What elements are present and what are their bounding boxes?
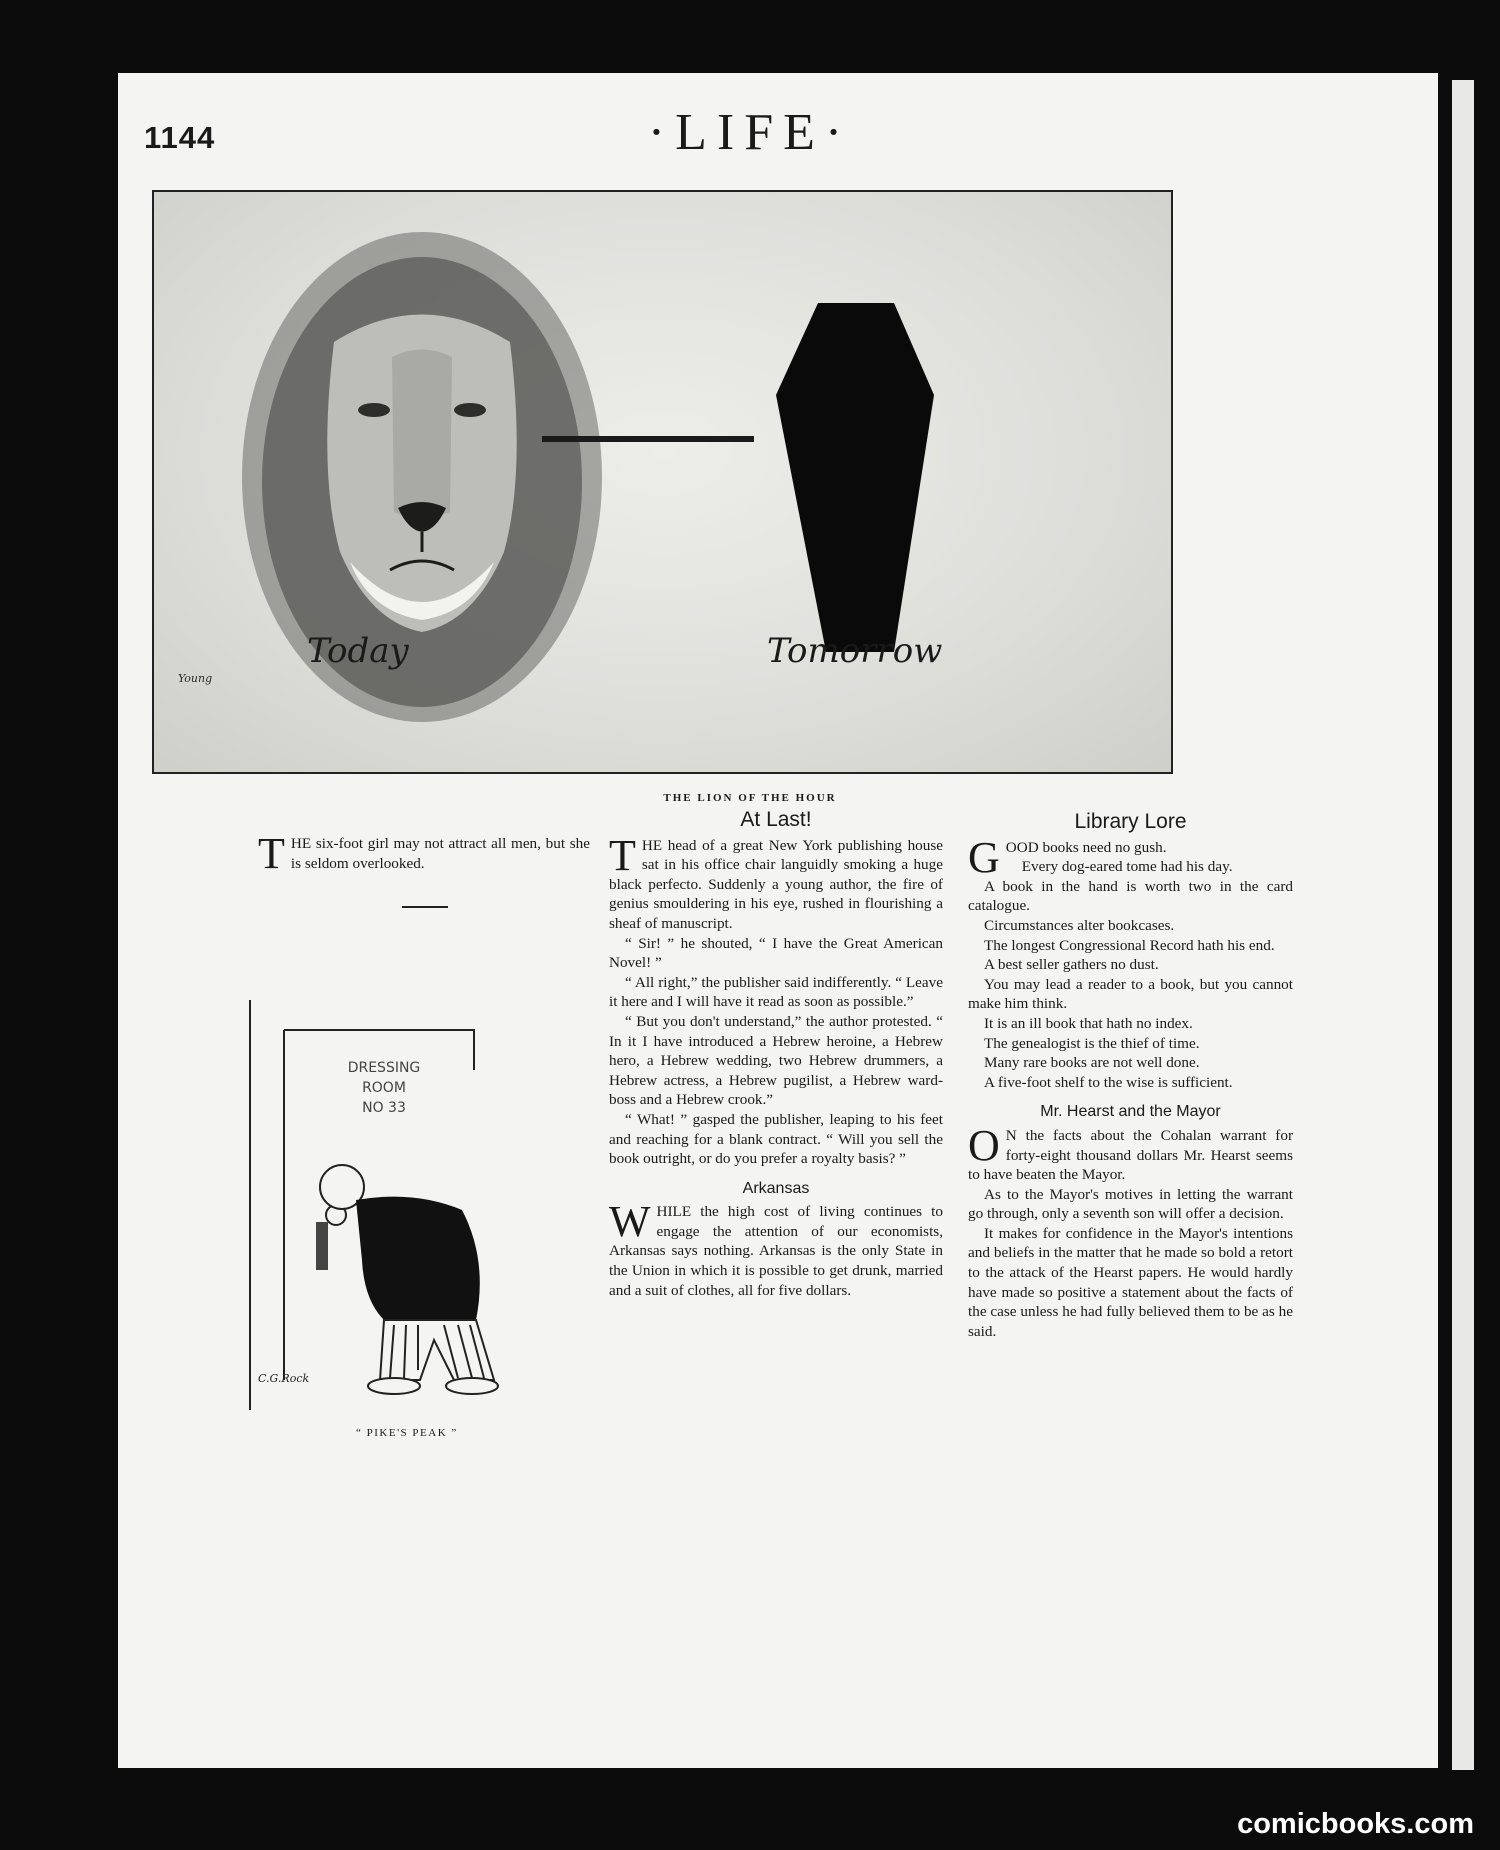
- library-lore-heading: Library Lore: [1074, 810, 1187, 833]
- column-1-squib: [258, 829, 590, 878]
- squib-text: HE six-foot girl may not attract all men, but she is seldom overlooked.: [290, 835, 590, 872]
- door-sign-line-1: DRESSING: [347, 1060, 421, 1076]
- paragraph: “ What! ” gasped the publisher, leaping to his feet and reaching for a blank contract. “ Will you sell the book outright, or do you prefer a royalty basis? ”: [609, 1110, 943, 1168]
- coffin: [776, 303, 934, 652]
- paragraph: “ But you don't understand,” the author protested. “ In it I have introduced a Hebrew heroine, a Hebrew hero, a Hebrew wedding, two Hebrew drummers, a Hebrew actress, a Hebrew pugilist, a Hebrew ward-boss and a Hebrew crook.”: [609, 1012, 943, 1109]
- cartoon-caption: “ PIKE'S PEAK ”: [356, 1427, 458, 1439]
- column-2: [609, 810, 943, 1300]
- lore-line: It is an ill book that hath no index.: [984, 1014, 1193, 1032]
- lore-line: You may lead a reader to a book, but you cannot make him think.: [968, 975, 1293, 1013]
- dropcap: G: [968, 832, 1000, 882]
- masthead: ·LIFE·: [647, 104, 853, 161]
- illustration-caption: THE LION OF THE HOUR: [663, 792, 837, 804]
- door-sign-line-3: NO 33: [362, 1100, 406, 1116]
- lore-line: Circumstances alter bookcases.: [984, 916, 1175, 934]
- paragraph: “ Sir! ” he shouted, “ I have the Great American Novel! ”: [609, 934, 943, 972]
- hearst-heading: Mr. Hearst and the Mayor: [1040, 1103, 1221, 1121]
- adjacent-page-edge: [1452, 80, 1474, 1770]
- dropcap: T: [609, 830, 636, 880]
- paragraph: HE head of a great New York publishing house sat in his office chair languidly smoking a huge black perfecto. Suddenly a young author, the fire of genius smouldering in his eye, rushed in flourishing a sheaf of manuscript.: [609, 836, 943, 932]
- lore-line: A five-foot shelf to the wise is sufficient.: [984, 1073, 1233, 1091]
- tomorrow-label: Tomorrow: [767, 631, 943, 671]
- paragraph: It makes for confidence in the Mayor's intentions and beliefs in the matter that he made so bold a retort to the attack of the Hearst papers. He would hardly have made so positive a statement about the facts of the case unless he had fully believed them to be as he said.: [968, 1224, 1293, 1340]
- dropcap: O: [968, 1120, 1000, 1170]
- lore-line: OOD books need no gush.: [1005, 838, 1167, 856]
- paragraph: N the facts about the Cohalan warrant for forty-eight thousand dollars Mr. Hearst seems to have beaten the Mayor.: [968, 1126, 1293, 1184]
- arkansas-heading: Arkansas: [742, 1179, 810, 1197]
- lore-line: A best seller gathers no dust.: [984, 956, 1159, 974]
- artist-signature: Young: [178, 672, 213, 685]
- column-3: [968, 812, 1293, 1341]
- lore-line: The longest Congressional Record hath his end.: [984, 936, 1275, 954]
- site-watermark: comicbooks.com: [1237, 1808, 1474, 1840]
- lore-line: A book in the hand is worth two in the card catalogue.: [968, 877, 1293, 915]
- at-last-heading: At Last!: [740, 808, 812, 831]
- lion-coffin-drawing: [154, 192, 1171, 772]
- today-label: Today: [307, 631, 409, 671]
- dash-line: [542, 436, 754, 442]
- door-sign-line-2: ROOM: [362, 1080, 406, 1096]
- lore-line: Every dog-eared tome had his day.: [1021, 858, 1233, 876]
- paragraph: “ All right,” the publisher said indifferently. “ Leave it here and I will have it read as soon as possible.”: [609, 973, 943, 1011]
- lore-line: Many rare books are not well done.: [984, 1054, 1200, 1072]
- lion-illustration: [152, 190, 1173, 774]
- dropcap: W: [609, 1197, 651, 1247]
- cartoonist-signature: C.G.Rock: [258, 1372, 310, 1385]
- pikes-peak-cartoon: [244, 1000, 589, 1415]
- page-number: 1144: [144, 120, 216, 155]
- lore-line: The genealogist is the thief of time.: [984, 1034, 1200, 1052]
- paragraph: HILE the high cost of living continues to engage the attention of our economists, Arkansas says nothing. Arkansas is the only State in the Union in which it is possible to get drunk, married and a suit of clothes, all for five dollars.: [609, 1203, 943, 1299]
- dropcap: T: [258, 829, 285, 878]
- section-divider: [402, 906, 448, 908]
- paragraph: As to the Mayor's motives in letting the warrant go through, only a seventh son will offer a decision.: [968, 1185, 1293, 1223]
